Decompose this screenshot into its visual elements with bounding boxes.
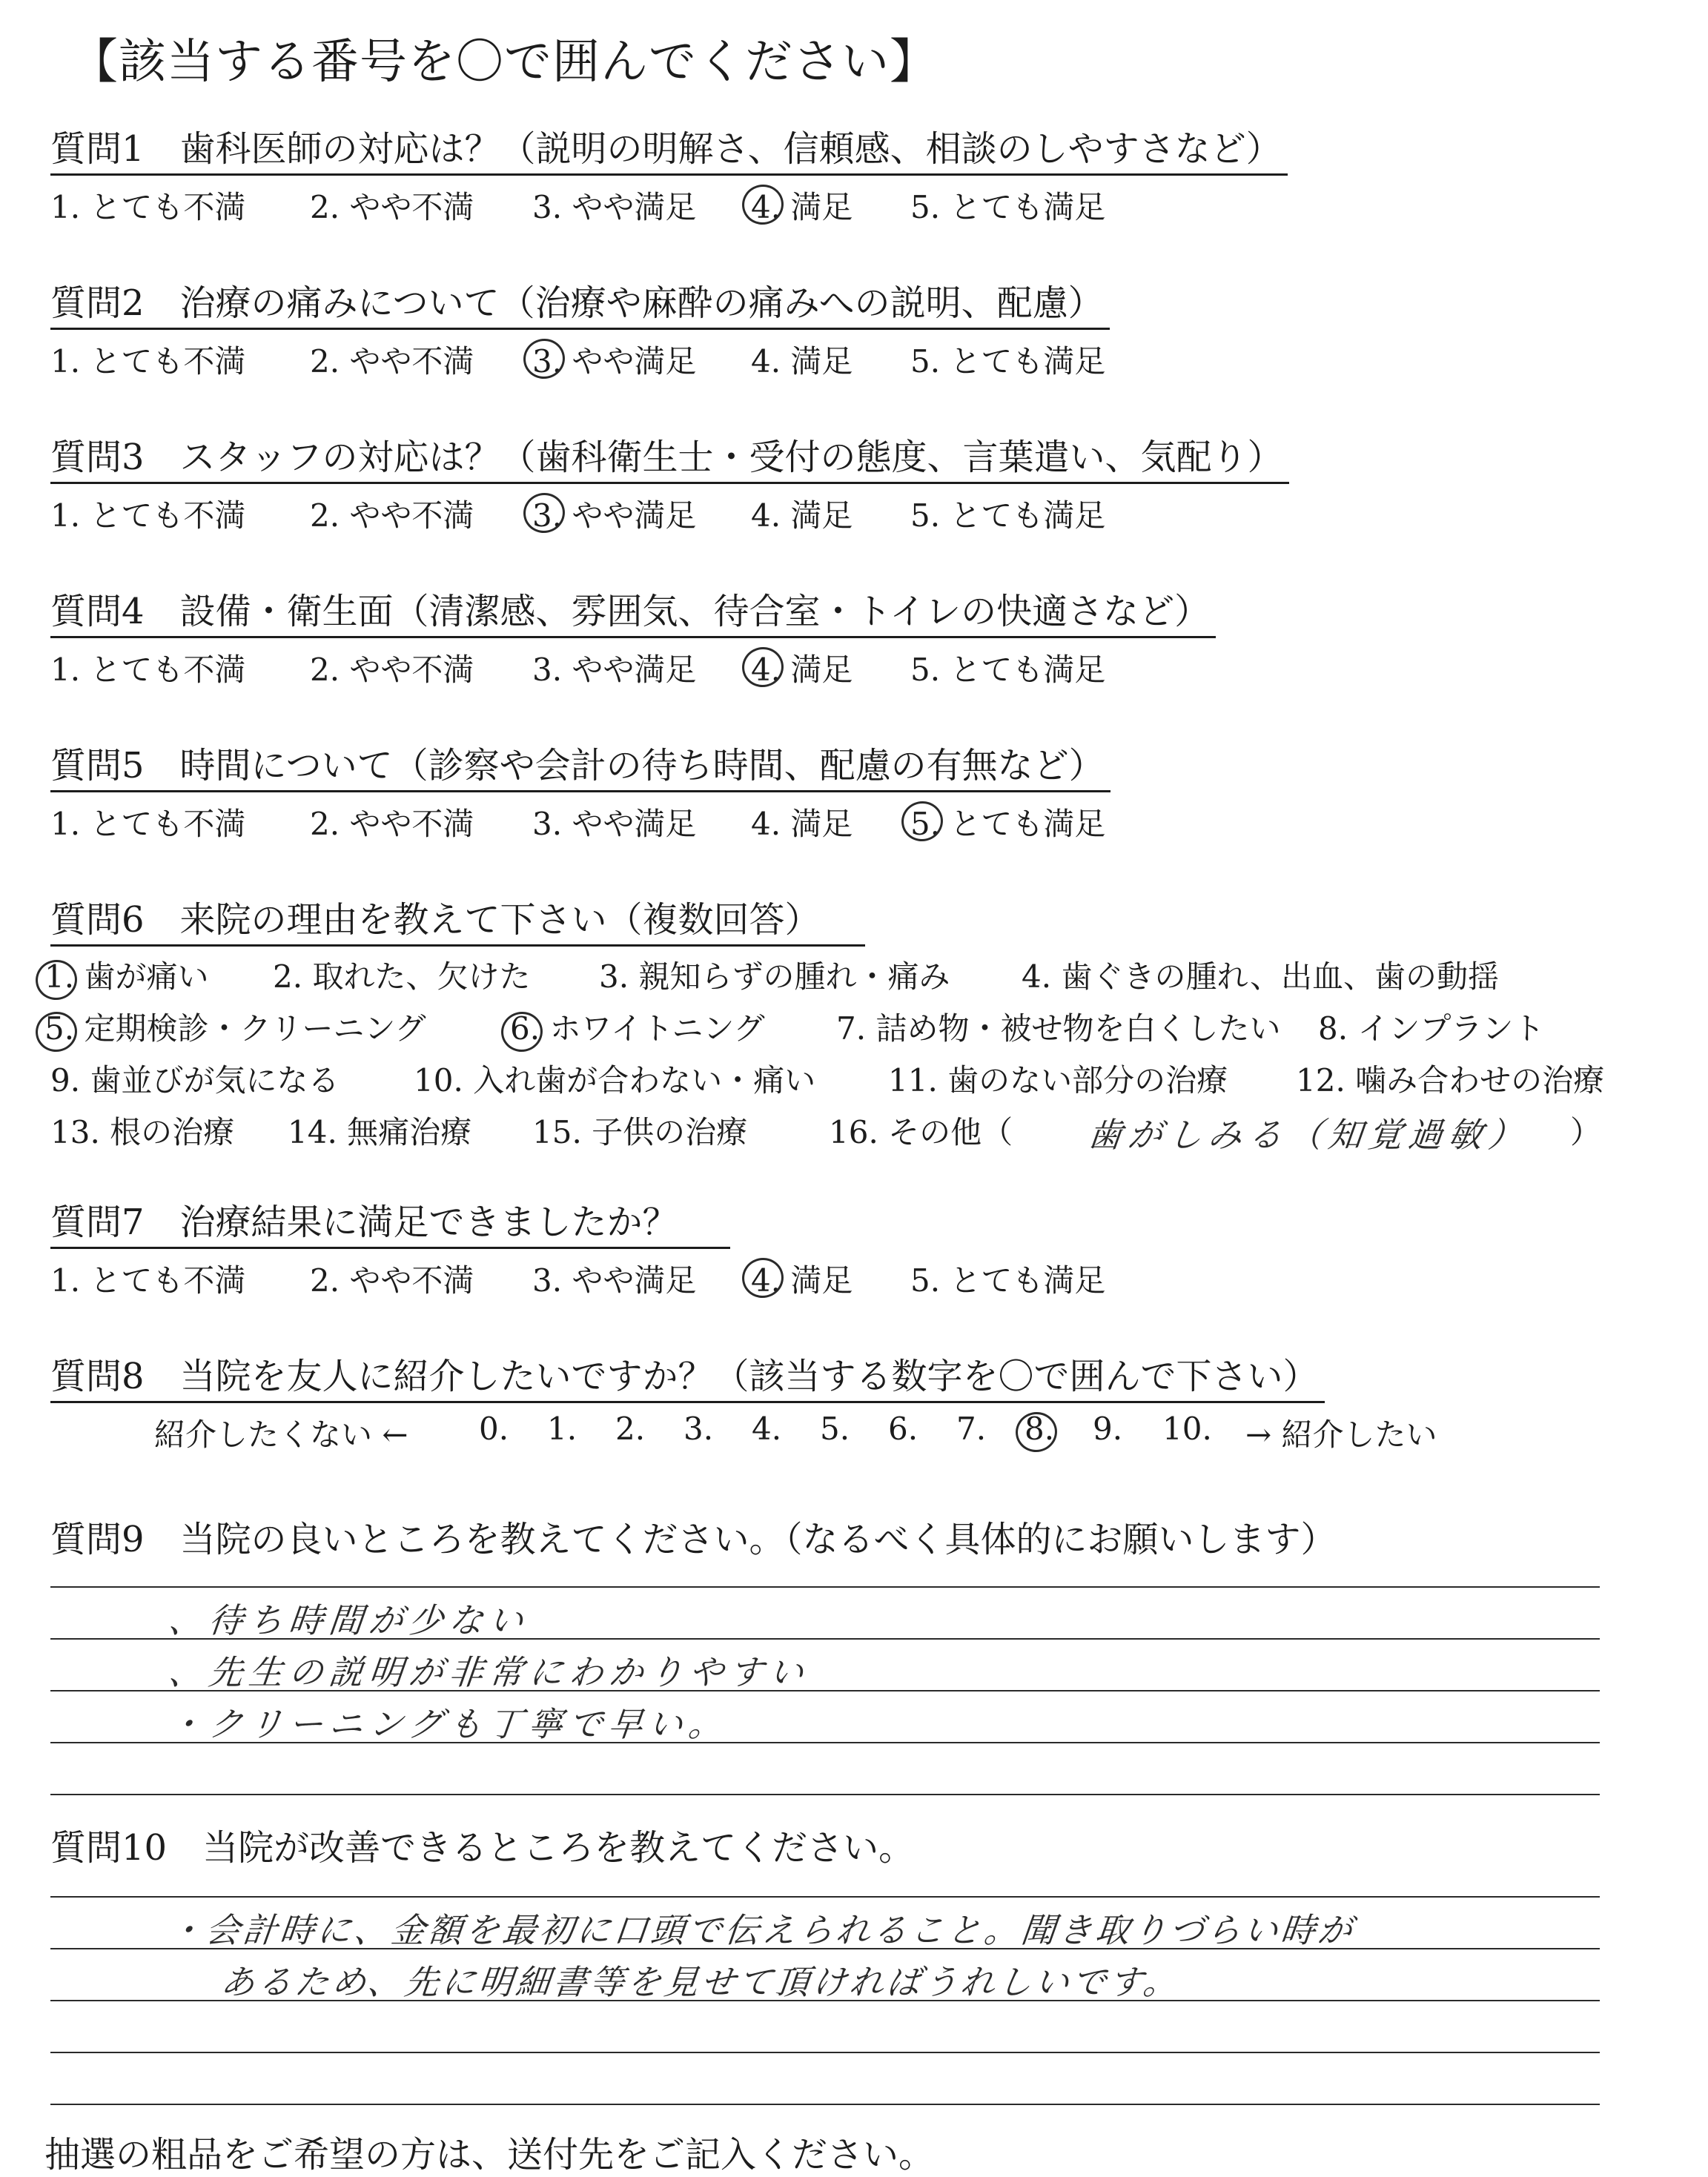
other-close-paren: ） — [1570, 1114, 1602, 1150]
other-handwritten-answer[interactable]: 歯がしみる（知覚過敏） — [1085, 1115, 1531, 1155]
question-8-scale — [50, 1403, 1666, 1451]
question-5-title: 質問5 時間について（診察や会計の待ち時間、配慮の有無など） — [50, 741, 1110, 792]
option[interactable]: 4. 満足 — [751, 343, 853, 380]
page-title: 【該当する番号を〇で囲んでください】 — [70, 35, 938, 90]
reason-option[interactable]: 8. インプラント — [1318, 1010, 1545, 1047]
reason-option[interactable]: 15. 子供の治療 — [532, 1114, 748, 1150]
option[interactable]: 2. やや不満 — [310, 497, 474, 534]
reason-option[interactable]: 1. 歯が痛い — [44, 958, 209, 995]
option-circled[interactable]: 4. 満足 — [751, 646, 853, 690]
handwritten-answer: 、先生の説明が非常にわかりやすい — [166, 1652, 812, 1692]
scale-option[interactable]: 0. — [479, 1411, 509, 1447]
ruled-line — [50, 2104, 1600, 2105]
option[interactable]: 4. 満足 — [751, 806, 853, 842]
question-2 — [50, 279, 1666, 380]
ruled-line — [50, 1794, 1600, 1795]
reason-option[interactable]: 6. ホワイトニング — [510, 1010, 765, 1047]
scale-option[interactable]: 5. — [820, 1411, 850, 1447]
option[interactable]: 1. とても不満 — [50, 652, 246, 688]
reason-option[interactable]: 7. 詰め物・被せ物を白くしたい — [836, 1010, 1281, 1047]
reason-option[interactable]: 9. 歯並びが気になる — [50, 1062, 340, 1099]
scale-option[interactable]: 1. — [547, 1411, 577, 1447]
option[interactable]: 5. とても満足 — [910, 497, 1106, 534]
question-1-options — [50, 176, 1666, 223]
reason-option[interactable]: 5. 定期検診・クリーニング — [44, 1010, 426, 1047]
reason-option[interactable]: 16. その他（ — [829, 1114, 1013, 1150]
handwritten-answer: ・クリーニングも丁寧で早い。 — [166, 1704, 731, 1744]
option-circled[interactable]: 4. 満足 — [751, 183, 853, 228]
reason-option[interactable]: 14. 無痛治療 — [288, 1114, 472, 1150]
question-3-title: 質問3 スタッフの対応は？（歯科衛生士・受付の態度、言葉遣い、気配り） — [50, 433, 1289, 484]
option[interactable]: 1. とても不満 — [50, 343, 246, 380]
scale-left-label: 紹介したくない ← — [154, 1416, 408, 1453]
reason-option[interactable]: 11. 歯のない部分の治療 — [888, 1062, 1228, 1099]
question-4 — [50, 587, 1666, 686]
question-4-title: 質問4 設備・衛生面（清潔感、雰囲気、待合室・トイレの快適さなど） — [50, 587, 1216, 638]
option[interactable]: 3. やや満足 — [532, 189, 697, 225]
option[interactable]: 1. とても不満 — [50, 497, 246, 534]
option[interactable]: 2. やや不満 — [310, 189, 474, 225]
option[interactable]: 3. やや満足 — [532, 806, 697, 842]
handwritten-answer: あるため、先に明細書等を見せて頂ければうれしいです。 — [218, 1962, 1183, 2002]
option-circled[interactable]: 5. とても満足 — [910, 800, 1105, 844]
question-8 — [50, 1352, 1666, 1451]
option[interactable]: 2. やや不満 — [310, 343, 474, 380]
option-circled[interactable]: 4. 満足 — [751, 1256, 853, 1301]
reason-option[interactable]: 13. 根の治療 — [50, 1114, 235, 1150]
scale-option[interactable]: 2. — [615, 1411, 646, 1447]
reason-row-3 — [36, 1050, 1652, 1102]
reason-row-4 — [36, 1102, 1652, 1154]
option[interactable]: 5. とても満足 — [910, 189, 1106, 225]
option[interactable]: 3. やや満足 — [532, 652, 697, 688]
option-circled[interactable]: 3. やや満足 — [532, 337, 696, 382]
question-2-options — [50, 330, 1666, 380]
footer-note: 抽選の粗品をご希望の方は、送付先をご記入ください。 — [44, 2134, 935, 2176]
question-4-options — [50, 638, 1666, 686]
question-1 — [50, 125, 1666, 223]
question-7 — [50, 1198, 1666, 1299]
question-9-title: 質問9 当院の良いところを教えてください。（なるべく具体的にお願いします） — [50, 1519, 1337, 1560]
ruled-line — [50, 1896, 1600, 1898]
question-3-options — [50, 484, 1666, 534]
option[interactable]: 3. やや満足 — [532, 1262, 697, 1299]
scale-option-circled[interactable]: 8. — [1025, 1411, 1055, 1447]
reason-option[interactable]: 10. 入れ歯が合わない・痛い — [414, 1062, 816, 1099]
option[interactable]: 1. とても不満 — [50, 189, 246, 225]
reason-option[interactable]: 3. 親知らずの腫れ・痛み — [599, 958, 950, 995]
question-7-title: 質問7 治療結果に満足できましたか？ — [50, 1198, 730, 1249]
scale-option[interactable]: 4. — [752, 1411, 782, 1447]
ruled-line — [50, 1586, 1600, 1588]
option[interactable]: 1. とても不満 — [50, 1262, 246, 1299]
option[interactable]: 5. とても満足 — [910, 652, 1106, 688]
option[interactable]: 4. 満足 — [751, 497, 853, 534]
option[interactable]: 2. やや不満 — [310, 1262, 474, 1299]
option-circled[interactable]: 3. やや満足 — [532, 491, 696, 536]
option[interactable]: 2. やや不満 — [310, 806, 474, 842]
reason-option[interactable]: 4. 歯ぐきの腫れ、出血、歯の動揺 — [1022, 958, 1499, 995]
ruled-line — [50, 2052, 1600, 2053]
option[interactable]: 2. やや不満 — [310, 652, 474, 688]
scale-option[interactable]: 7. — [956, 1411, 987, 1447]
scale-right-label: → 紹介したい — [1245, 1416, 1437, 1453]
reason-option[interactable]: 12. 噛み合わせの治療 — [1296, 1062, 1605, 1099]
reason-row-1 — [36, 947, 1652, 998]
question-7-options — [50, 1249, 1666, 1299]
question-3 — [50, 433, 1666, 534]
question-6 — [36, 895, 1652, 1154]
option[interactable]: 5. とても満足 — [910, 1262, 1106, 1299]
question-8-title: 質問8 当院を友人に紹介したいですか？（該当する数字を〇で囲んで下さい） — [50, 1352, 1325, 1403]
scale-option[interactable]: 6. — [888, 1411, 918, 1447]
scale-option[interactable]: 3. — [683, 1411, 714, 1447]
question-10-title: 質問10 当院が改善できるところを教えてください。 — [50, 1827, 915, 1869]
scale-option[interactable]: 10. — [1162, 1411, 1212, 1447]
handwritten-answer: 、待ち時間が少ない — [166, 1600, 532, 1640]
question-6-title: 質問6 来院の理由を教えて下さい（複数回答） — [50, 895, 865, 947]
reason-option[interactable]: 2. 取れた、欠けた — [273, 958, 531, 995]
handwritten-answer: ・会計時に、金額を最初に口頭で伝えられること。聞き取りづらい時が — [166, 1910, 1357, 1950]
option[interactable]: 1. とても不満 — [50, 806, 246, 842]
question-2-title: 質問2 治療の痛みについて（治療や麻酔の痛みへの説明、配慮） — [50, 279, 1110, 330]
question-5-options — [50, 792, 1666, 840]
question-9 — [50, 1515, 1666, 1564]
question-10 — [50, 1823, 1666, 1872]
question-5 — [50, 741, 1666, 840]
scale-option[interactable]: 9. — [1093, 1411, 1123, 1447]
question-1-title: 質問1 歯科医師の対応は？（説明の明解さ、信頼感、相談のしやすさなど） — [50, 125, 1288, 176]
reason-row-2 — [36, 998, 1652, 1050]
option[interactable]: 5. とても満足 — [910, 343, 1106, 380]
